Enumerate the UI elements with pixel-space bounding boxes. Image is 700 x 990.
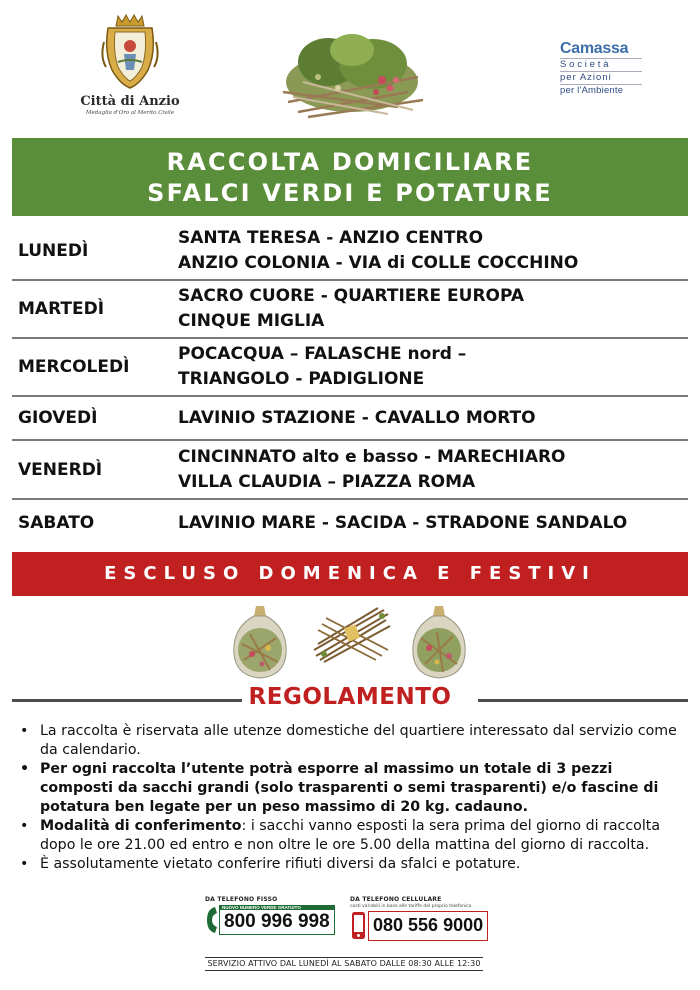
mobile-phone-icon: [350, 911, 368, 941]
municipality-motto: Medaglia d'Oro al Merito Civile: [85, 110, 175, 116]
toll-free-number-text: 800 996 998: [224, 911, 330, 932]
mobile-number[interactable]: 080 556 9000: [368, 911, 488, 941]
rule-text: : i sacchi vanno esposti la sera prima del giorno di raccolta dopo le ore 21.00 ed entro e non oltre le ore 5.00 della mattina del giorno di raccolta.: [40, 818, 661, 853]
rule-item: [18, 722, 688, 760]
header: [0, 0, 700, 135]
bullet-icon: •: [20, 723, 29, 739]
title-line-2: SFALCI VERDI E POTATURE: [147, 179, 553, 207]
area-line: SACRO CUORE - QUARTIERE EUROPA: [178, 286, 525, 306]
contact-mobile: [350, 896, 488, 941]
areas-cell: [178, 511, 688, 536]
area-line: CINCINNATO alto e basso - MARECHIARO: [178, 446, 566, 467]
area-line: VILLA CLAUDIA – PIAZZA ROMA: [178, 471, 476, 492]
day-label: MARTEDÌ: [18, 299, 105, 319]
garden-waste-icon: [278, 22, 426, 122]
areas-cell: [178, 284, 688, 334]
regolamento-heading-wrap: [12, 684, 688, 712]
rule-text: Per ogni raccolta l’utente potrà esporre al massimo un totale di 3 pezzi composti da sacchi grandi (solo trasparenti o semi trasparenti) e/o fascine di potatura ben legate per un peso massimo di 20 kg. cadauno.: [40, 761, 659, 815]
day-label: MERCOLEDÌ: [18, 357, 130, 377]
phone-box: [205, 905, 335, 935]
rule-text: La raccolta è riservata alle utenze domestiche del quartiere interessato dal servizio come da calendario.: [40, 723, 677, 758]
bullet-icon: •: [20, 761, 30, 777]
day-label: SABATO: [18, 513, 95, 533]
title-banner: [12, 138, 688, 216]
exclusion-banner: [12, 552, 688, 596]
area-line: CINQUE MIGLIA: [178, 311, 325, 331]
area-line: TRIANGOLO - PADIGLIONE: [178, 369, 425, 389]
anzio-logo: [75, 12, 185, 122]
company-line: Società: [560, 58, 642, 71]
toll-free-number[interactable]: [219, 905, 335, 935]
waste-bag-icon: [407, 604, 471, 680]
toll-free-tag: NUOVO NUMERO VERDE GRATUITO: [222, 905, 301, 910]
camassa-logo: [560, 40, 642, 97]
areas-cell: [178, 342, 688, 392]
rule-item: [18, 817, 688, 855]
area-line: LAVINIO STAZIONE - CAVALLO MORTO: [178, 407, 536, 428]
waste-bag-icon: [228, 604, 292, 680]
area-line: SANTA TERESA - ANZIO CENTRO: [178, 227, 484, 248]
rule-lead: Modalità di conferimento: [40, 818, 242, 834]
schedule-row-saturday: [12, 500, 688, 546]
anzio-crest-icon: [100, 12, 160, 92]
schedule-row-thursday: [12, 397, 688, 441]
schedule-row-wednesday: [12, 339, 688, 397]
area-line: ANZIO COLONIA - VIA di COLLE COCCHINO: [178, 252, 579, 273]
schedule-row-tuesday: [12, 281, 688, 339]
areas-cell: [178, 406, 688, 431]
rule-text: È assolutamente vietato conferire rifiuti diversi da sfalci e potature.: [40, 856, 521, 872]
areas-cell: [178, 445, 688, 495]
municipality-name: Città di Anzio: [80, 94, 180, 109]
contact-label: DA TELEFONO FISSO: [205, 896, 278, 903]
area-line: LAVINIO MARE - SACIDA - STRADONE SANDALO: [178, 512, 628, 533]
day-label: VENERDÌ: [18, 459, 103, 480]
day-label: LUNEDÌ: [18, 240, 89, 261]
company-line: per Azioni: [560, 71, 642, 84]
rules-list: [18, 722, 688, 874]
rule-item: [18, 760, 688, 817]
rule-item: [18, 855, 688, 874]
company-brand: Camassa: [560, 40, 629, 57]
service-hours: SERVIZIO ATTIVO DAL LUNEDÌ AL SABATO DALLE 08:30 ALLE 12:30: [205, 957, 483, 971]
company-line: per l'Ambiente: [560, 84, 642, 97]
schedule-row-monday: [12, 222, 688, 281]
bullet-icon: •: [20, 856, 29, 872]
regolamento-heading: REGOLAMENTO: [248, 684, 452, 710]
title-line-1: RACCOLTA DOMICILIARE: [166, 148, 534, 176]
branch-bundle-icon: [312, 604, 392, 664]
schedule-row-friday: [12, 441, 688, 500]
day-label: GIOVEDÌ: [18, 408, 98, 428]
contact-sublabel: costi variabili in base alle tariffe del proprio telefonico: [350, 904, 472, 909]
area-line: POCACQUA – FALASCHE nord –: [178, 344, 467, 364]
contact-landline: [205, 896, 335, 935]
bullet-icon: •: [20, 818, 29, 834]
landline-phone-icon: [205, 905, 219, 935]
phone-box: [350, 911, 488, 941]
contact-label: DA TELEFONO CELLULARE: [350, 896, 442, 903]
schedule-table: [12, 222, 688, 546]
exclusion-text: ESCLUSO DOMENICA E FESTIVI: [104, 563, 596, 584]
areas-cell: [178, 226, 688, 276]
